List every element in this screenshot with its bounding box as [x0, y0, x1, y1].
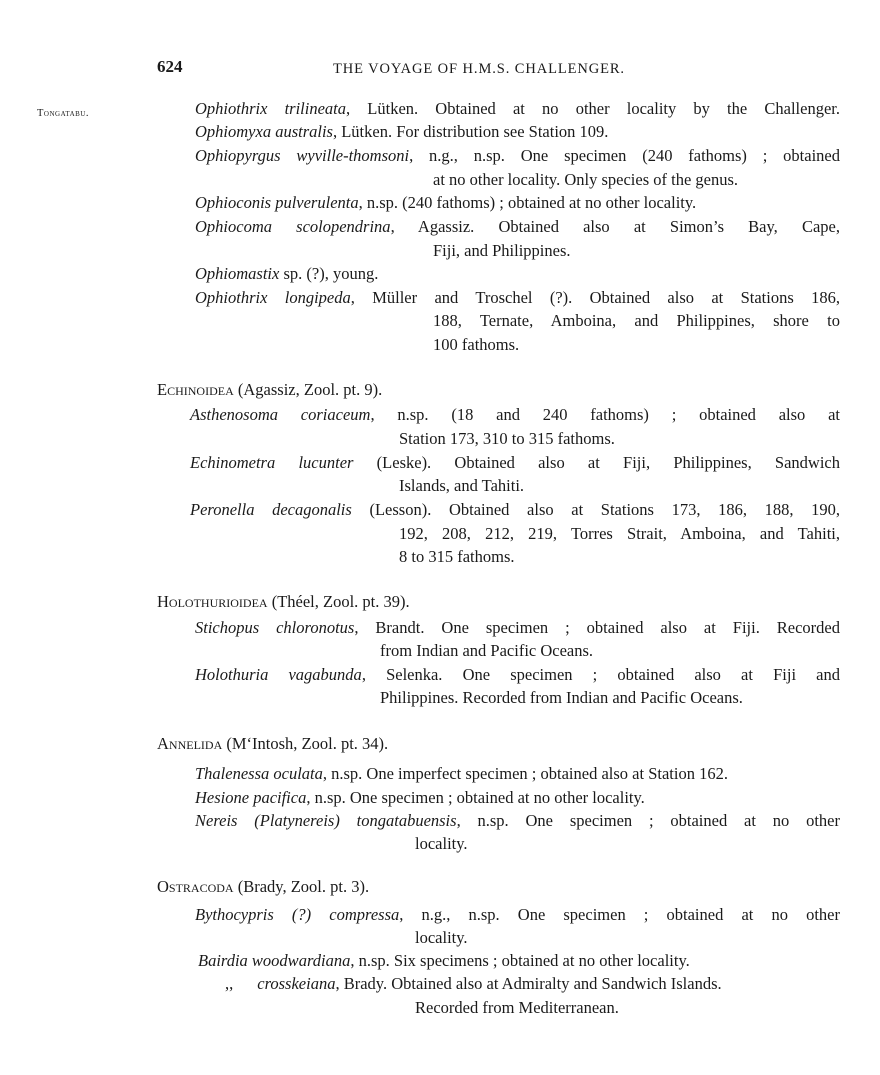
species-name: Ophiopyrgus wyville-thomsoni	[195, 146, 410, 165]
entry-text: , n.sp. One specimen ; obtained at no other locality.	[306, 788, 645, 807]
entry-text: , Lütken. Obtained at no other locality by the Challenger.	[346, 99, 840, 118]
species-name: Peronella decagonalis	[190, 500, 352, 519]
entry	[190, 403, 840, 427]
entry	[190, 498, 840, 522]
entry-continuation: Recorded from Mediterranean.	[415, 998, 619, 1017]
entry-continuation: Islands, and Tahiti.	[399, 476, 525, 495]
class-name: Holothurioidea	[157, 592, 268, 611]
entry-text: , n.g., n.sp. One specimen (240 fathoms) ; obtained	[409, 146, 840, 165]
species-name: Stichopus chloronotus	[195, 618, 355, 637]
species-name: crosskeiana	[257, 974, 336, 993]
entry-text: , n.sp. One specimen ; obtained at no other	[456, 811, 840, 830]
entry	[195, 786, 645, 810]
entry-text: , Brandt. One specimen ; obtained also at Fiji. Recorded	[354, 618, 840, 637]
entry	[195, 120, 840, 144]
entry	[195, 903, 840, 927]
locality-sidenote: Tongatabu.	[37, 108, 89, 119]
entry	[195, 262, 378, 286]
entry-continuation: 8 to 315 fathoms.	[399, 547, 515, 566]
page-number: 624	[157, 57, 183, 76]
entry-text: , n.sp. One imperfect specimen ; obtained also at Station 162.	[322, 764, 728, 783]
species-name: Bairdia woodwardiana	[198, 951, 351, 970]
entry-continuation: locality.	[415, 834, 468, 853]
class-name: Echinoidea	[157, 380, 234, 399]
heading-reference: (Agassiz, Zool. pt. 9).	[233, 380, 383, 399]
entry-continuation: Philippines. Recorded from Indian and Pacific Oceans.	[380, 688, 743, 707]
section-heading	[157, 378, 382, 402]
entry-continuation: at no other locality. Only species of the genus.	[433, 170, 739, 189]
entry-continuation: 188, Ternate, Amboina, and Philippines, shore to	[433, 311, 840, 330]
entry	[195, 616, 840, 640]
entry-text: (Lesson). Obtained also at Stations 173, 186, 188, 190,	[351, 500, 840, 519]
entry-text: , n.sp. (18 and 240 fathoms) ; obtained also at	[370, 405, 840, 424]
species-name: Ophiocoma scolopendrina	[195, 217, 391, 236]
entry-text: , Brady. Obtained also at Admiralty and Sandwich Islands.	[335, 974, 722, 993]
entry	[195, 97, 840, 121]
entry-continuation: Fiji, and Philippines.	[433, 241, 571, 260]
section-heading	[157, 590, 410, 614]
species-name: Ophioconis pulverulenta	[195, 193, 359, 212]
entry	[195, 286, 840, 310]
species-name: Ophiothrix longipeda	[195, 288, 351, 307]
species-name: Echinometra lucunter	[190, 453, 354, 472]
entry-continuation: Station 173, 310 to 315 fathoms.	[399, 429, 615, 448]
section-heading	[157, 732, 388, 756]
entry-text: , n.sp. Six specimens ; obtained at no other locality.	[350, 951, 690, 970]
heading-reference: (Théel, Zool. pt. 39).	[267, 592, 410, 611]
entry-text: , Selenka. One specimen ; obtained also at Fiji and	[361, 665, 840, 684]
section-heading	[157, 875, 369, 899]
entry	[195, 215, 840, 239]
entry-text: (Leske). Obtained also at Fiji, Philippines, Sandwich	[353, 453, 841, 472]
species-name: Ophiomastix	[195, 264, 280, 283]
entry	[195, 762, 728, 786]
entry-continuation: 100 fathoms.	[433, 335, 520, 354]
ditto-mark: ,,	[225, 974, 234, 993]
entry	[195, 144, 840, 168]
species-name: Asthenosoma coriaceum	[190, 405, 371, 424]
entry-continuation: from Indian and Pacific Oceans.	[380, 641, 594, 660]
entry	[198, 949, 690, 973]
entry-text: , Müller and Troschel (?). Obtained also at Stations 186,	[350, 288, 840, 307]
heading-reference: (M‘Intosh, Zool. pt. 34).	[222, 734, 389, 753]
class-name: Ostracoda	[157, 877, 234, 896]
entry	[195, 809, 840, 833]
entry-continuation: locality.	[415, 928, 468, 947]
heading-reference: (Brady, Zool. pt. 3).	[233, 877, 370, 896]
species-name: Holothuria vagabunda	[195, 665, 362, 684]
entry	[195, 663, 840, 687]
entry	[195, 191, 696, 215]
species-name: Bythocypris (?) compressa	[195, 905, 400, 924]
species-name: Thalenessa oculata	[195, 764, 323, 783]
entry	[190, 451, 840, 475]
entry-text: , n.sp. (240 fathoms) ; obtained at no other locality.	[358, 193, 697, 212]
entry-text: , Lütken. For distribution see Station 109.	[332, 122, 609, 141]
running-title: THE VOYAGE OF H.M.S. CHALLENGER.	[333, 61, 625, 77]
species-name: Ophiothrix trilineata	[195, 99, 346, 118]
entry	[225, 972, 722, 996]
species-name: Hesione pacifica	[195, 788, 307, 807]
species-name: Ophiomyxa australis	[195, 122, 333, 141]
entry-text: , n.g., n.sp. One specimen ; obtained at no other	[399, 905, 840, 924]
entry-text: sp. (?), young.	[279, 264, 379, 283]
species-name: Nereis (Platynereis) tongatabuensis	[195, 811, 457, 830]
entry-text: , Agassiz. Obtained also at Simon’s Bay, Cape,	[390, 217, 840, 236]
class-name: Annelida	[157, 734, 223, 753]
entry-continuation: 192, 208, 212, 219, Torres Strait, Amboina, and Tahiti,	[399, 524, 840, 543]
